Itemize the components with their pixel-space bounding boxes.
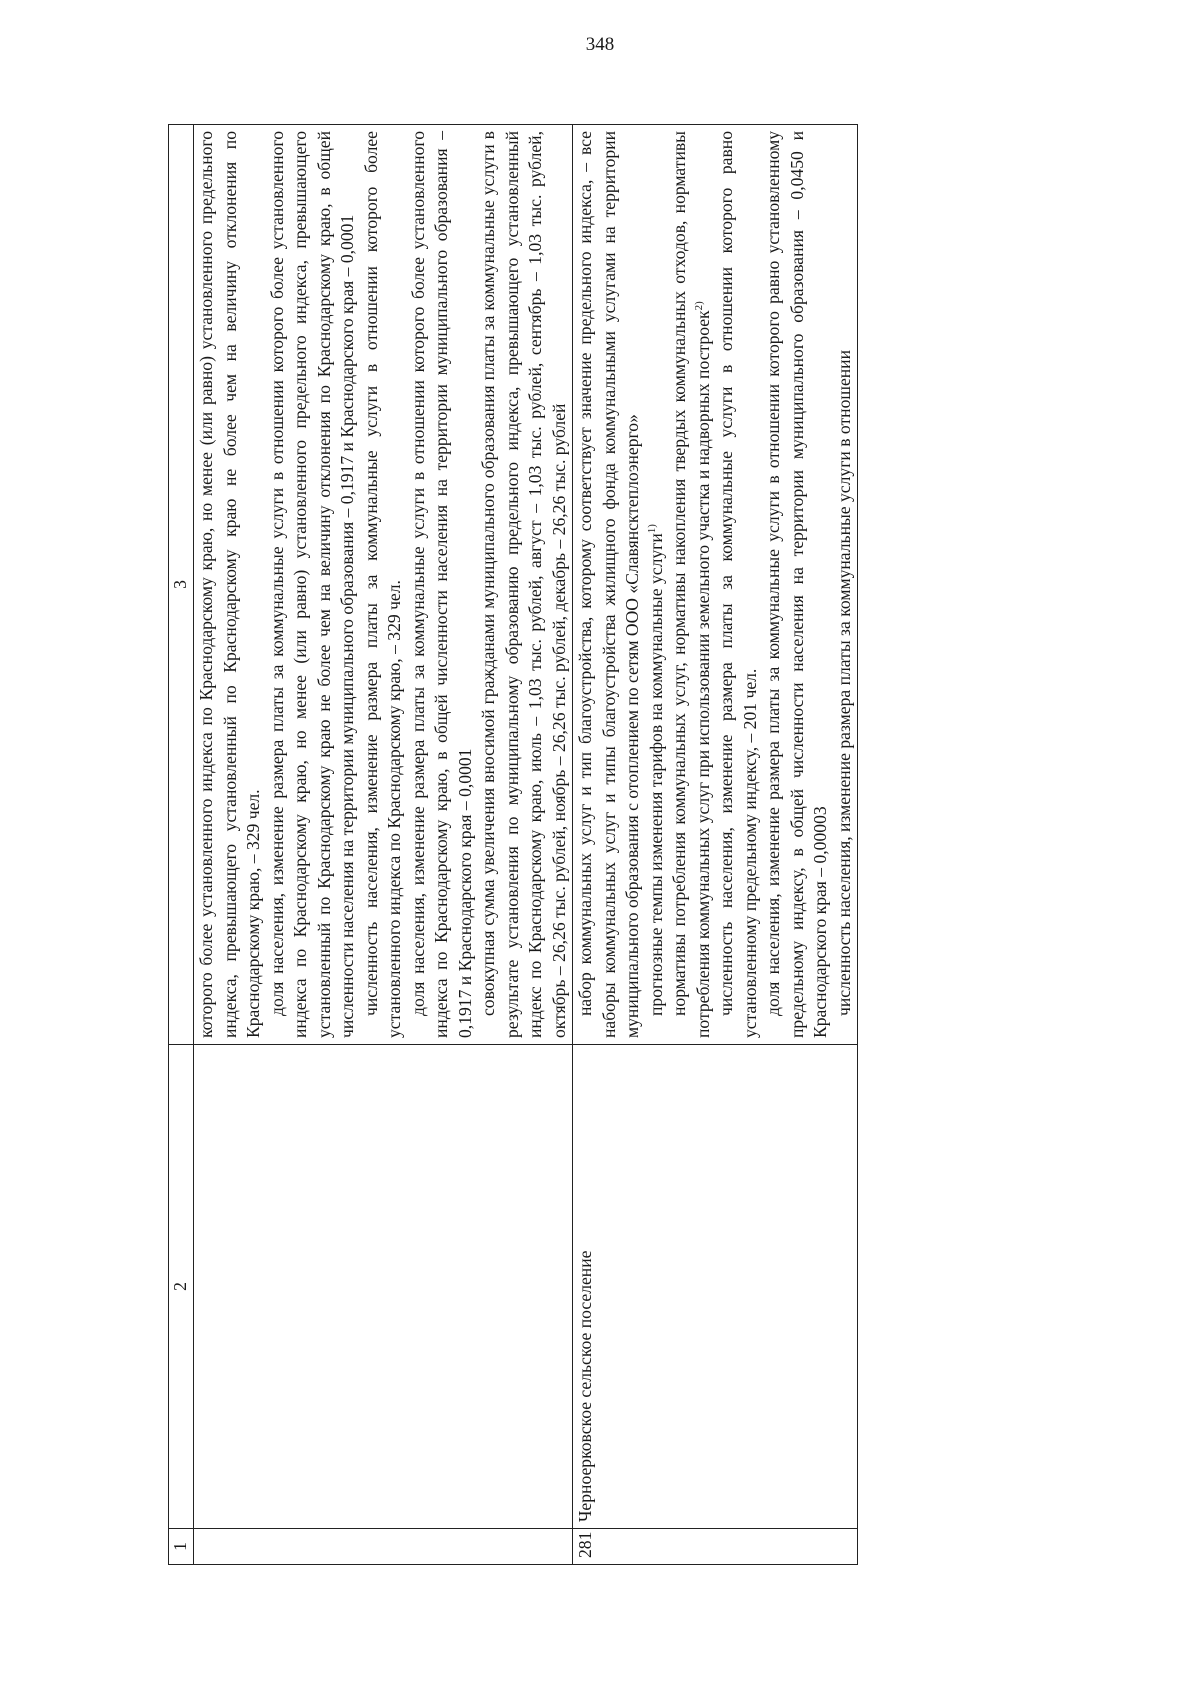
paragraph: доля населения, изменение размера платы за коммунальные услуги в отношении которого более установленного индекса по Краснодарскому краю, в общей численности населения на территории муниципального образования – 0,1917 и Краснодарского края – 0,0001 <box>407 131 475 1038</box>
header-cell: 1 <box>169 1529 194 1565</box>
paragraph <box>668 131 715 1038</box>
municipality-name-cell <box>194 1045 573 1529</box>
header-cell: 3 <box>169 125 194 1045</box>
paragraph: численность населения, изменение размера платы за коммунальные услуги в отношении которого равно установленному предельному индексу, – 201 чел. <box>716 131 760 1038</box>
paragraph: доля населения, изменение размера платы за коммунальные услуги в отношении которого равно установленному предельному индексу, в общей численности населения на территории муниципального образования – 0,0450 и Краснодарского края – 0,00003 <box>763 131 830 1038</box>
table-header-row <box>169 125 194 1565</box>
description-cell <box>194 125 573 1045</box>
paragraph-text: нормативы потребления коммунальных услуг, нормативы накопления твердых коммунальных отходов, нормативы потребления коммунальных услуг при использовании земельного участка и надворных построек <box>669 131 713 1038</box>
row-number-cell: 281 <box>573 1529 858 1565</box>
paragraph: которого более установленного индекса по Краснодарскому краю, но менее (или равно) установленного предельного индекса, превышающего установленный по Краснодарскому краю не более чем на величину отклонения по Краснодарскому краю, – 329 чел. <box>196 131 263 1038</box>
paragraph-text: прогнозные темпы изменения тарифов на коммунальные услуги <box>645 533 666 1016</box>
row-number-cell <box>194 1529 573 1565</box>
data-table <box>168 124 858 1565</box>
table-row <box>194 125 573 1565</box>
description-cell <box>573 125 858 1045</box>
municipality-name-cell: Черноерковское сельское поселение <box>573 1045 858 1529</box>
header-cell: 2 <box>169 1045 194 1529</box>
paragraph: численность населения, изменение размера платы за коммунальные услуги в отношении которого более установленного индекса по Краснодарскому краю, – 329 чел. <box>360 131 404 1038</box>
paragraph: доля населения, изменение размера платы за коммунальные услуги в отношении которого более установленного индекса по Краснодарскому краю, но менее (или равно) установленного предельного индекса, превышающего установленный по Краснодарскому краю не более чем на величину отклонения по Краснодарскому краю, в общей численности населения на территории муниципального образования – 0,1917 и Краснодарского края – 0,0001 <box>266 131 357 1038</box>
page-number: 348 <box>585 34 615 55</box>
footnote-marker: 1) <box>645 524 658 534</box>
paragraph: совокупная сумма увеличения вносимой гражданами муниципального образования платы за коммунальные услуги в результате установления по муниципальному образованию предельного индекса, превышающего установленный индекс по Краснодарскому краю, июль – 1,03 тыс. рублей, август – 1,03 тыс. рублей, сентябрь – 1,03 тыс. рублей, октябрь – 26,26 тыс. рублей, ноябрь – 26,26 тыс. рублей, декабрь – 26,26 тыс. рублей <box>478 131 569 1038</box>
paragraph: набор коммунальных услуг и тип благоустройства, которому соответствует значение предельного индекса, – все наборы коммунальных услуг и типы благоустройства жилищного фонда коммунальными услугами на территории муниципального образования с отоплением по сетям ООО «Славянсктеплоэнерго» <box>575 131 642 1038</box>
paragraph <box>645 131 669 1038</box>
paragraph: численность населения, изменение размера платы за коммунальные услуги в отношении <box>833 350 854 1016</box>
table-row <box>573 125 858 1565</box>
footnote-marker: 2) <box>692 301 705 311</box>
rotated-table-container <box>168 125 1058 1565</box>
